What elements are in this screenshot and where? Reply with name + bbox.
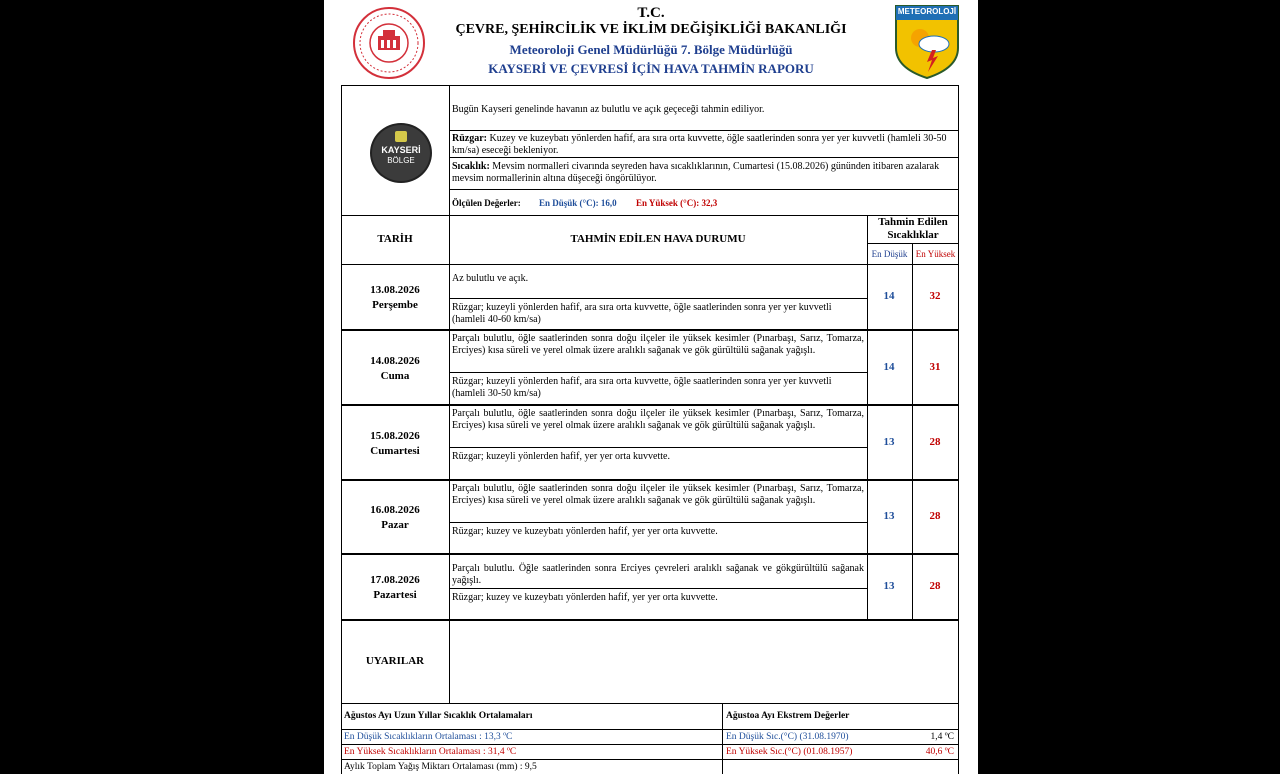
normals-max: En Yüksek Sıcaklıkların Ortalaması : 31,4 ºC <box>344 747 517 757</box>
day-min-temp: 14 <box>883 360 895 373</box>
day-wind: Rüzgar; kuzey ve kuzeybatı yönlerden hafif, yer yer orta kuvvette. <box>452 592 718 603</box>
day-date: 16.08.2026 <box>370 504 420 516</box>
extremes-min-value: 1,4 ºC <box>930 732 954 742</box>
day-date-cell <box>341 573 449 603</box>
header-max: En Yüksek <box>915 249 956 259</box>
header-report-title: KAYSERİ VE ÇEVRESİ İÇİN HAVA TAHMİN RAPORU <box>488 61 814 76</box>
day-max-temp: 28 <box>929 435 941 448</box>
day-min-temp: 13 <box>883 435 895 448</box>
day-wind: Rüzgar; kuzey ve kuzeybatı yönlerden hafif, yer yer orta kuvvette. <box>452 526 718 537</box>
day-date-cell <box>341 354 449 384</box>
day-weather: Parçalı bulutlu, öğle saatlerinden sonra doğu ilçeler ile yüksek kesimler (Pınarbaşı, Sarız, Tomarza, Erciyes) kısa süreli ve yerel olmak üzere aralıklı sağanak ve gök gürültülü sağanak yağışlı. <box>452 408 864 431</box>
badge-line2: BÖLGE <box>387 156 415 165</box>
day-max-temp: 31 <box>929 360 941 373</box>
day-name: Pazartesi <box>373 589 417 601</box>
day-min-temp: 13 <box>883 510 895 522</box>
day-date-cell <box>341 503 449 533</box>
header-forecast: TAHMİN EDİLEN HAVA DURUMU <box>570 233 746 245</box>
warnings-label: UYARILAR <box>365 655 425 667</box>
header-directorate: Meteoroloji Genel Müdürlüğü 7. Bölge Müdürlüğü <box>509 42 793 57</box>
day-max-temp: 28 <box>929 580 941 592</box>
day-wind: Rüzgar; kuzeyli yönlerden hafif, ara sıra orta kuvvette, öğle saatlerinden sonra yer yer kuvvetli (hamleli 30-50 km/sa) <box>452 376 832 399</box>
summary-wind-text: Kuzey ve kuzeybatı yönlerden hafif, ara sıra orta kuvvette, öğle saatlerinden sonra yer yer kuvvetli (hamleli 30-50 km/sa) eseceği bekleniyor. <box>452 133 947 156</box>
day-weather: Parçalı bulutlu, öğle saatlerinden sonra doğu ilçeler ile yüksek kesimler (Pınarbaşı, Sarız, Tomarza, Erciyes) kısa süreli ve yerel olmak üzere aralıklı sağanak ve gök gürültülü sağanak yağışlı. <box>452 333 864 356</box>
header-tc: T.C. <box>637 5 665 21</box>
day-name: Cumartesi <box>370 444 420 457</box>
report-page <box>324 0 978 774</box>
badge-mini-logo-icon <box>395 131 407 142</box>
header-ministry: ÇEVRE, ŞEHİRCİLİK VE İKLİM DEĞİŞİKLİĞİ BAKANLIĞI <box>455 22 847 37</box>
report-header <box>324 0 978 84</box>
summary-wind-label: Rüzgar: <box>452 133 487 144</box>
header-temps: Tahmin Edilen Sıcaklıklar <box>878 216 948 241</box>
day-name: Pazar <box>381 519 409 531</box>
day-max-temp: 28 <box>929 510 941 522</box>
normals-title: Ağustos Ayı Uzun Yıllar Sıcaklık Ortalamaları <box>344 711 533 721</box>
extremes-title: Ağustoa Ayı Ekstrem Değerler <box>726 711 850 721</box>
extremes-max-label: En Yüksek Sıc.(°C) (01.08.1957) <box>726 747 853 757</box>
day-date: 13.08.2026 <box>370 284 420 296</box>
kayseri-badge <box>370 123 432 183</box>
day-weather: Parçalı bulutlu. Öğle saatlerinden sonra Erciyes çevreleri aralıklı sağanak ve gökgürültülü sağanak yağışlı. <box>452 563 864 586</box>
meteoroloji-logo-text: METEOROLOJİ <box>897 7 957 16</box>
day-min-temp: 14 <box>883 290 895 302</box>
badge-line1: KAYSERİ <box>381 145 421 155</box>
header-min: En Düşük <box>871 249 908 259</box>
day-name: Perşembe <box>372 299 418 311</box>
summary-temp <box>452 161 952 184</box>
day-weather: Az bulutlu ve açık. <box>452 273 529 284</box>
normals-min: En Düşük Sıcaklıkların Ortalaması : 13,3 ºC <box>344 732 513 742</box>
day-wind: Rüzgar; kuzeyli yönlerden hafif, ara sıra orta kuvvette, öğle saatlerinden sonra yer yer kuvvetli (hamleli 40-60 km/sa) <box>452 302 832 325</box>
summary-temp-label: Sıcaklık: <box>452 161 490 172</box>
measured-label: Ölçülen Değerler: <box>452 198 521 208</box>
summary-temp-text: Mevsim normalleri civarında seyreden hava sıcaklıklarının, Cumartesi (15.08.2026) gününden itibaren azalarak mevsim normallerinin altına düşeceği öngörülüyor. <box>452 161 940 184</box>
measured-max: En Yüksek (°C): 32,3 <box>636 198 718 208</box>
day-date: 14.08.2026 <box>370 354 420 367</box>
day-date: 15.08.2026 <box>370 429 420 442</box>
summary-general: Bugün Kayseri genelinde havanın az bulutlu ve açık geçeceği tahmin ediliyor. <box>452 104 765 115</box>
meteoroloji-logo <box>894 4 960 80</box>
normals-rain: Aylık Toplam Yağış Miktarı Ortalaması (mm) : 9,5 <box>344 762 537 772</box>
extremes-min-label: En Düşük Sıc.(°C) (31.08.1970) <box>726 732 849 742</box>
day-wind: Rüzgar; kuzeyli yönlerden hafif, yer yer orta kuvvette. <box>452 451 670 462</box>
day-date: 17.08.2026 <box>370 574 420 586</box>
day-weather: Parçalı bulutlu, öğle saatlerinden sonra doğu ilçeler ile yüksek kesimler (Pınarbaşı, Sarız, Tomarza, Erciyes) kısa süreli ve yerel olmak üzere aralıklı sağanak ve gök gürültülü sağanak yağışlı. <box>452 483 864 506</box>
measured-min: En Düşük (°C): 16,0 <box>539 198 617 208</box>
day-name: Cuma <box>380 369 410 382</box>
day-date-cell <box>341 283 449 313</box>
day-max-temp: 32 <box>929 290 941 302</box>
extremes-max-value: 40,6 ºC <box>925 747 954 757</box>
day-date-cell <box>341 429 449 459</box>
day-min-temp: 13 <box>883 580 895 592</box>
header-date: TARİH <box>377 233 413 245</box>
summary-wind <box>452 133 952 156</box>
